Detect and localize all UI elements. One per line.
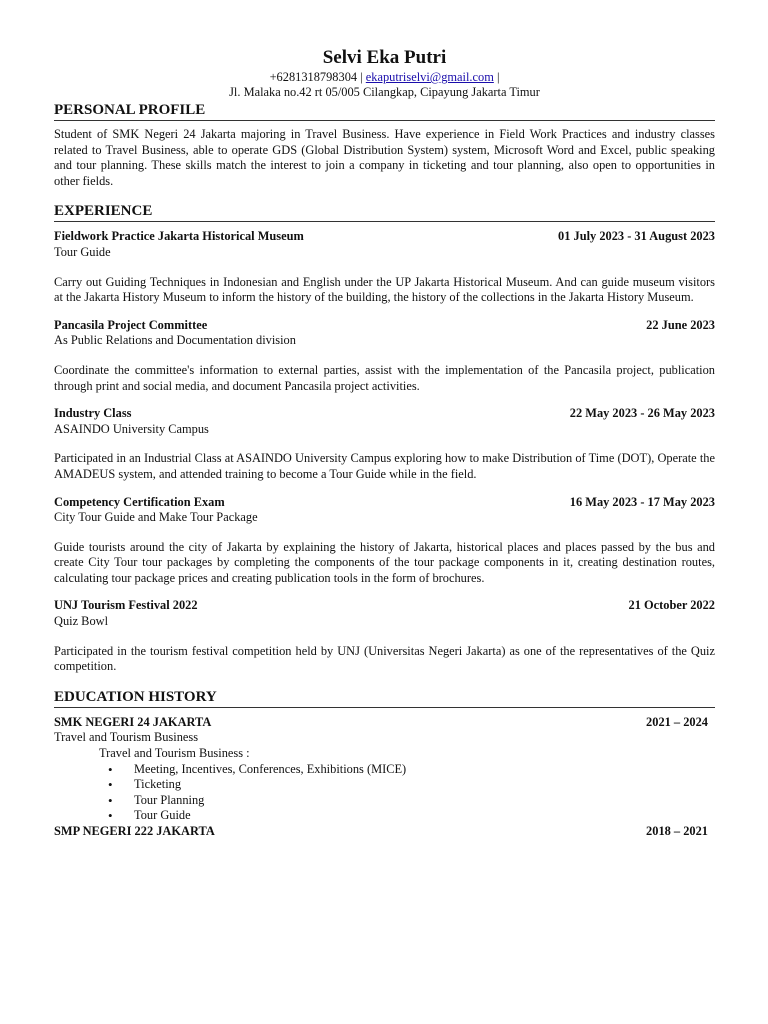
email-link[interactable]: ekaputriselvi@gmail.com (365, 70, 494, 84)
entry-date: 21 October 2022 (628, 598, 715, 613)
school-name: SMK NEGERI 24 JAKARTA (54, 714, 212, 729)
entry-title: Pancasila Project Committee (54, 317, 208, 332)
entry-header (54, 229, 715, 245)
experience-entry (54, 495, 715, 587)
entry-role: City Tour Guide and Make Tour Package (54, 510, 258, 525)
experience-entry (54, 406, 715, 482)
entry-date: 01 July 2023 - 31 August 2023 (558, 229, 715, 244)
entry-role: ASAINDO University Campus (54, 421, 209, 436)
list-item: • Ticketing (134, 777, 715, 793)
experience-entry (54, 318, 715, 394)
entry-description: Carry out Guiding Techniques in Indonesian and English under the UP Jakarta Historical Museum. And can guide museum visitors at the Jakarta History Museum to inform the history of the building, the history of the collections in the Jakarta History Museum. (54, 274, 715, 305)
contact-separator: | (496, 70, 500, 84)
entry-role: Quiz Bowl (54, 614, 109, 629)
entry-title: Fieldwork Practice Jakarta Historical Museum (54, 229, 304, 244)
experience-entry (54, 598, 715, 674)
experience-entry (54, 229, 715, 305)
education-header (54, 715, 715, 731)
entry-role: Tour Guide (54, 244, 111, 259)
education-section (54, 688, 715, 840)
entry-role: As Public Relations and Documentation division (54, 333, 296, 348)
entry-description: Participated in the tourism festival competition held by UNJ (Universitas Negeri Jakarta) as one of the representatives of the Quiz competition. (54, 643, 715, 674)
entry-description: Participated in an Industrial Class at ASAINDO University Campus exploring how to make Distribution of Time (DOT), Operate the AMADEUS system, and attended training to become a Tour Guide while in the field. (54, 451, 715, 481)
list-item: • Meeting, Incentives, Conferences, Exhibitions (MICE) (134, 762, 715, 778)
profile-text: Student of SMK Negeri 24 Jakarta majoring in Travel Business. Have experience in Field Work Practices and industry classes related to Travel Business, able to operate GDS (Global Distribution System) system, Microsoft Word and Excel, public speaking and tour planning. These skills match the interest to join a company in ticketing and tour planning, also open to opportunities in other fields. (54, 127, 715, 188)
profile-section (54, 101, 715, 189)
skills-list (54, 762, 715, 824)
section-title-experience: EXPERIENCE (54, 202, 715, 222)
resume-page (54, 46, 715, 840)
skills-label: Travel and Tourism Business : (99, 746, 250, 761)
entry-header (54, 318, 715, 334)
section-title-education: EDUCATION HISTORY (54, 688, 715, 708)
contact-line (54, 70, 715, 85)
address-line: Jl. Malaka no.42 rt 05/005 Cilangkap, Cipayung Jakarta Timur (229, 84, 540, 99)
school-name: SMP NEGERI 222 JAKARTA (54, 824, 215, 838)
entry-date: 22 June 2023 (646, 317, 715, 332)
experience-section (54, 202, 715, 674)
education-header (54, 824, 715, 840)
entry-header (54, 598, 715, 614)
education-entry (54, 824, 715, 840)
school-years: 2018 – 2021 (646, 824, 708, 838)
entry-title: UNJ Tourism Festival 2022 (54, 598, 198, 613)
entry-title: Competency Certification Exam (54, 494, 225, 509)
resume-name: Selvi Eka Putri (322, 47, 447, 68)
entry-header (54, 495, 715, 511)
education-entry (54, 715, 715, 824)
entry-date: 16 May 2023 - 17 May 2023 (569, 494, 715, 509)
section-title-profile: PERSONAL PROFILE (54, 101, 715, 121)
list-item: • Tour Planning (134, 793, 715, 809)
list-item: • Tour Guide (134, 808, 715, 824)
school-major: Travel and Tourism Business (54, 730, 199, 745)
entry-date: 22 May 2023 - 26 May 2023 (569, 406, 715, 421)
school-years: 2021 – 2024 (646, 714, 708, 729)
phone-number: +6281318798304 | (269, 70, 363, 84)
entry-description: Coordinate the committee's information to external parties, assist with the implementation of the Pancasila project, publication through print and social media, and document Pancasila project activities. (54, 362, 715, 393)
entry-title: Industry Class (54, 406, 132, 421)
entry-description: Guide tourists around the city of Jakarta by explaining the history of Jakarta, historical places and places passed by the bus and create City Tour tour packages by completing the components of the tour package components in it, creating destination routes, calculating tour package prices and creating publication tools in the form of brochures. (54, 539, 715, 585)
entry-header (54, 406, 715, 422)
